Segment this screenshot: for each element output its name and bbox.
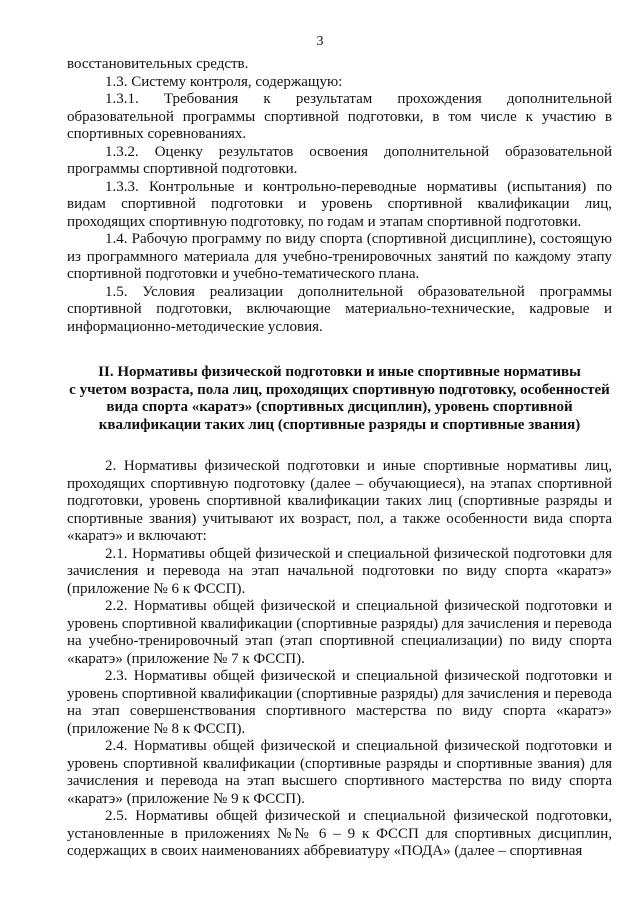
section-heading-line: вида спорта «каратэ» (спортивных дисциплин), уровень спортивной: [106, 399, 573, 415]
paragraph: 1.4. Рабочую программу по виду спорта (спортивной дисциплине), состоящую из программного материала для учебно-тренировочных занятий по каждому этапу спортивной подготовки и учебно-тематического плана.: [67, 231, 612, 282]
section-heading-line: квалификации таких лиц (спортивные разряды и спортивные звания): [98, 416, 581, 433]
paragraphs-after: [67, 458, 612, 861]
page-number: 3: [316, 34, 324, 49]
paragraph: 1.5. Условия реализации дополнительной образовательной программы спортивной подготовки, включающие материально-технические, кадровые и информационно-методические условия.: [67, 283, 612, 335]
section-heading: [67, 364, 612, 434]
section-heading-line: с учетом возраста, пола лиц, проходящих спортивную подготовку, особенностей: [69, 381, 610, 398]
document-body: [67, 56, 612, 861]
paragraph: 2.3. Нормативы общей физической и специальной физической подготовки и уровень спортивной квалификации (спортивные разряды) для зачисления и перевода на этап совершенствования спортивного мастерства по виду спорта «каратэ» (приложение № 8 к ФССП).: [67, 668, 612, 737]
paragraph: восстановительных средств.: [67, 56, 249, 72]
paragraph: 1.3. Систему контроля, содержащую:: [105, 73, 343, 90]
paragraph: 2.4. Нормативы общей физической и специальной физической подготовки и уровень спортивной квалификации (спортивные разряды и спортивные звания) для зачисления и перевода на этап высшего спортивного мастерства по виду спорта «каратэ» (приложение № 9 к ФССП).: [67, 738, 612, 807]
paragraph: 2.1. Нормативы общей физической и специальной физической подготовки для зачисления и перевода на этап начальной подготовки по виду спорта «каратэ» (приложение № 6 к ФССП).: [67, 545, 612, 597]
paragraphs-before: [67, 56, 612, 336]
paragraph: 1.3.2. Оценку результатов освоения дополнительной образовательной программы спортивной подготовки.: [67, 143, 612, 177]
paragraph: 1.3.3. Контрольные и контрольно-переводные нормативы (испытания) по видам спортивной подготовки и уровень спортивной квалификации лиц, проходящих спортивную подготовку, по годам и этапам спортивной подготовки.: [67, 178, 612, 230]
section-heading-line: II. Нормативы физической подготовки и иные спортивные нормативы: [98, 364, 581, 380]
paragraph: 2.5. Нормативы общей физической и специальной физической подготовки, установленные в приложениях №№ 6 – 9 к ФССП для спортивных дисциплин, содержащих в своих наименованиях аббревиатуру «ПОДА» (далее – спортивная: [67, 808, 612, 859]
paragraph: 2.2. Нормативы общей физической и специальной физической подготовки и уровень спортивной квалификации (спортивные разряды) для зачисления и перевода на учебно-тренировочный этап (этап спортивной специализации) по виду спорта «каратэ» (приложение № 7 к ФССП).: [67, 598, 612, 667]
paragraph: 1.3.1. Требования к результатам прохождения дополнительной образовательной программы спортивной подготовки, в том числе к участию в спортивных соревнованиях.: [67, 91, 612, 142]
paragraph: 2. Нормативы физической подготовки и иные спортивные нормативы лиц, проходящих спортивную подготовку (далее – обучающиеся), на этапах спортивной подготовки, уровень спортивной квалификации таких лиц (спортивные разряды и спортивные звания) учитывают их возраст, пол, а также особенности вида спорта «каратэ» и включают:: [67, 458, 612, 544]
